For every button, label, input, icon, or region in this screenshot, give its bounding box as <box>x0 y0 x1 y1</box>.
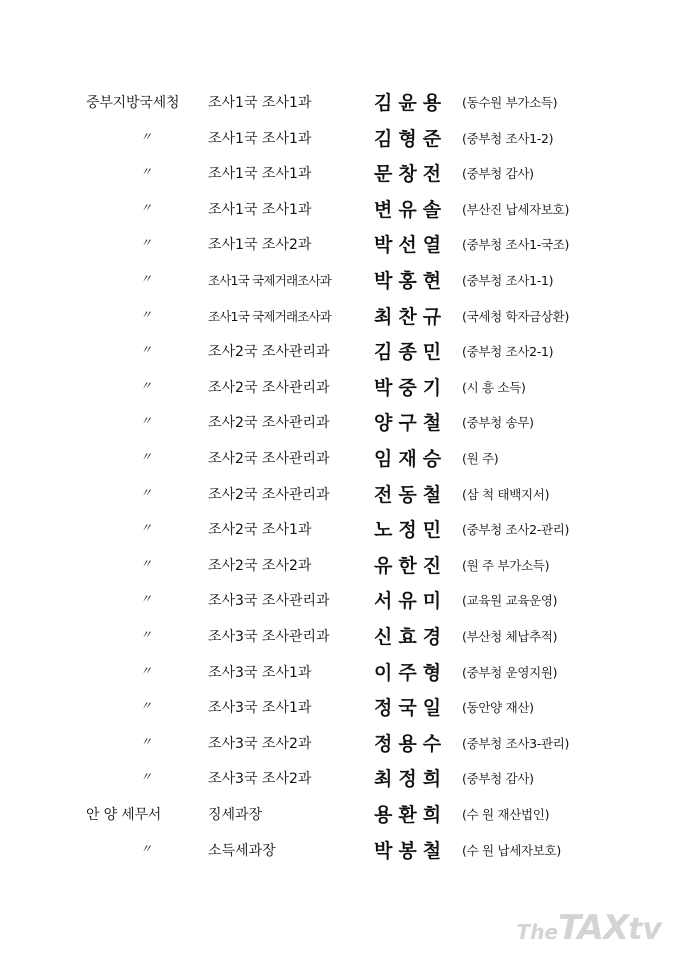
department-cell: 조사2국 조사관리과 <box>208 486 330 503</box>
previous-post-cell: (부산청 체납추적) <box>462 629 558 644</box>
office-cell: 중부지방국세청 <box>86 95 180 111</box>
name-cell: 임재승 <box>374 448 448 470</box>
previous-post-cell: (중부청 송무) <box>462 415 534 431</box>
office-cell: 〃 <box>140 734 152 749</box>
department-cell: 조사3국 조사관리과 <box>208 629 330 645</box>
name-cell: 양구철 <box>374 412 448 435</box>
previous-post-cell: (시 흥 소득) <box>462 379 526 395</box>
name-cell: 서유미 <box>374 590 448 613</box>
office-cell: 〃 <box>140 770 152 785</box>
office-cell: 〃 <box>140 450 152 464</box>
thetaxtv-logo: TheTAXtv <box>516 908 662 948</box>
table-row <box>0 798 680 828</box>
department-cell: 조사1국 국제거래조사과 <box>208 273 332 288</box>
name-cell: 박선열 <box>374 234 448 257</box>
department-cell: 소득세과장 <box>208 842 276 859</box>
table-row <box>0 300 680 330</box>
office-cell: 〃 <box>140 628 152 642</box>
name-cell: 김종민 <box>374 341 448 364</box>
table-row <box>0 656 680 686</box>
department-cell: 조사1국 조사1과 <box>208 166 312 183</box>
name-cell: 노정민 <box>374 519 448 542</box>
table-row <box>0 442 680 472</box>
name-cell: 정국일 <box>374 697 448 720</box>
department-cell: 조사1국 조사1과 <box>208 130 312 147</box>
office-cell: 〃 <box>140 521 152 536</box>
department-cell: 조사3국 조사2과 <box>208 735 312 752</box>
previous-post-cell: (중부청 조사3-관리) <box>462 735 570 751</box>
department-cell: 징세과장 <box>208 807 263 823</box>
previous-post-cell: (부산진 납세자보호) <box>462 201 570 217</box>
table-row <box>0 193 680 223</box>
department-cell: 조사1국 조사1과 <box>208 201 312 218</box>
office-cell: 〃 <box>140 378 152 393</box>
previous-post-cell: (중부청 조사2-1) <box>462 344 554 360</box>
office-cell: 〃 <box>140 343 152 358</box>
department-cell: 조사3국 조사1과 <box>208 664 312 681</box>
previous-post-cell: (원 주) <box>462 451 499 466</box>
table-row <box>0 834 680 864</box>
department-cell: 조사2국 조사관리과 <box>208 451 330 467</box>
previous-post-cell: (중부청 조사1-1) <box>462 273 554 288</box>
name-cell: 박홍현 <box>374 270 448 292</box>
table-row <box>0 157 680 187</box>
office-cell: 〃 <box>140 272 152 286</box>
previous-post-cell: (중부청 감사) <box>462 166 534 182</box>
name-cell: 신효경 <box>374 626 448 648</box>
office-cell: 〃 <box>140 592 152 607</box>
office-cell: 〃 <box>140 663 152 678</box>
department-cell: 조사3국 조사관리과 <box>208 593 330 610</box>
office-cell: 〃 <box>140 556 152 571</box>
previous-post-cell: (수 원 재산법인) <box>462 807 550 822</box>
table-row <box>0 86 680 116</box>
name-cell: 정용수 <box>374 732 448 755</box>
table-row <box>0 371 680 401</box>
name-cell: 박중기 <box>374 376 448 399</box>
department-cell: 조사2국 조사1과 <box>208 522 312 539</box>
name-cell: 김윤용 <box>374 92 448 114</box>
office-cell: 〃 <box>140 485 152 500</box>
table-row <box>0 549 680 579</box>
previous-post-cell: (원 주 부가소득) <box>462 557 550 573</box>
previous-post-cell: (동안양 재산) <box>462 700 534 716</box>
name-cell: 최찬규 <box>374 305 448 328</box>
department-cell: 조사2국 조사2과 <box>208 557 312 574</box>
table-row <box>0 335 680 365</box>
table-row <box>0 691 680 721</box>
name-cell: 전동철 <box>374 483 448 506</box>
previous-post-cell: (중부청 운영지원) <box>462 664 558 680</box>
office-cell: 〃 <box>140 841 152 856</box>
name-cell: 변유솔 <box>374 198 448 221</box>
office-cell: 〃 <box>140 307 152 322</box>
name-cell: 용환희 <box>374 804 448 826</box>
office-cell: 〃 <box>140 165 152 180</box>
previous-post-cell: (중부청 조사1-국조) <box>462 237 570 253</box>
name-cell: 박봉철 <box>374 839 448 862</box>
table-row <box>0 727 680 757</box>
name-cell: 최정희 <box>374 768 448 791</box>
name-cell: 문창전 <box>374 163 448 186</box>
previous-post-cell: (교육원 교육운영) <box>462 593 558 609</box>
table-row <box>0 478 680 508</box>
table-row <box>0 762 680 792</box>
table-row <box>0 513 680 543</box>
table-row <box>0 584 680 614</box>
office-cell: 〃 <box>140 236 152 251</box>
department-cell: 조사1국 조사2과 <box>208 237 312 254</box>
previous-post-cell: (동수원 부가소득) <box>462 95 558 110</box>
office-cell: 〃 <box>140 200 152 215</box>
table-row <box>0 264 680 294</box>
previous-post-cell: (삼 척 태백지서) <box>462 486 550 502</box>
department-cell: 조사3국 조사1과 <box>208 700 312 717</box>
office-cell: 〃 <box>140 414 152 429</box>
department-cell: 조사1국 국제거래조사과 <box>208 308 332 324</box>
office-cell: 〃 <box>140 129 152 144</box>
table-row <box>0 228 680 258</box>
table-row <box>0 406 680 436</box>
name-cell: 김형준 <box>374 127 448 150</box>
previous-post-cell: (중부청 조사1-2) <box>462 130 554 146</box>
department-cell: 조사2국 조사관리과 <box>208 344 330 361</box>
name-cell: 이주형 <box>374 661 448 684</box>
previous-post-cell: (수 원 납세자보호) <box>462 842 561 858</box>
office-cell: 〃 <box>140 699 152 714</box>
table-row <box>0 620 680 650</box>
department-cell: 조사3국 조사2과 <box>208 771 312 788</box>
department-cell: 조사2국 조사관리과 <box>208 379 330 396</box>
office-cell: 안 양 세무서 <box>86 807 162 823</box>
previous-post-cell: (중부청 조사2-관리) <box>462 522 570 538</box>
previous-post-cell: (중부청 감사) <box>462 771 534 787</box>
name-cell: 유한진 <box>374 554 448 577</box>
department-cell: 조사2국 조사관리과 <box>208 415 330 432</box>
previous-post-cell: (국세청 학자금상환) <box>462 308 570 324</box>
department-cell: 조사1국 조사1과 <box>208 95 312 111</box>
table-row <box>0 122 680 152</box>
